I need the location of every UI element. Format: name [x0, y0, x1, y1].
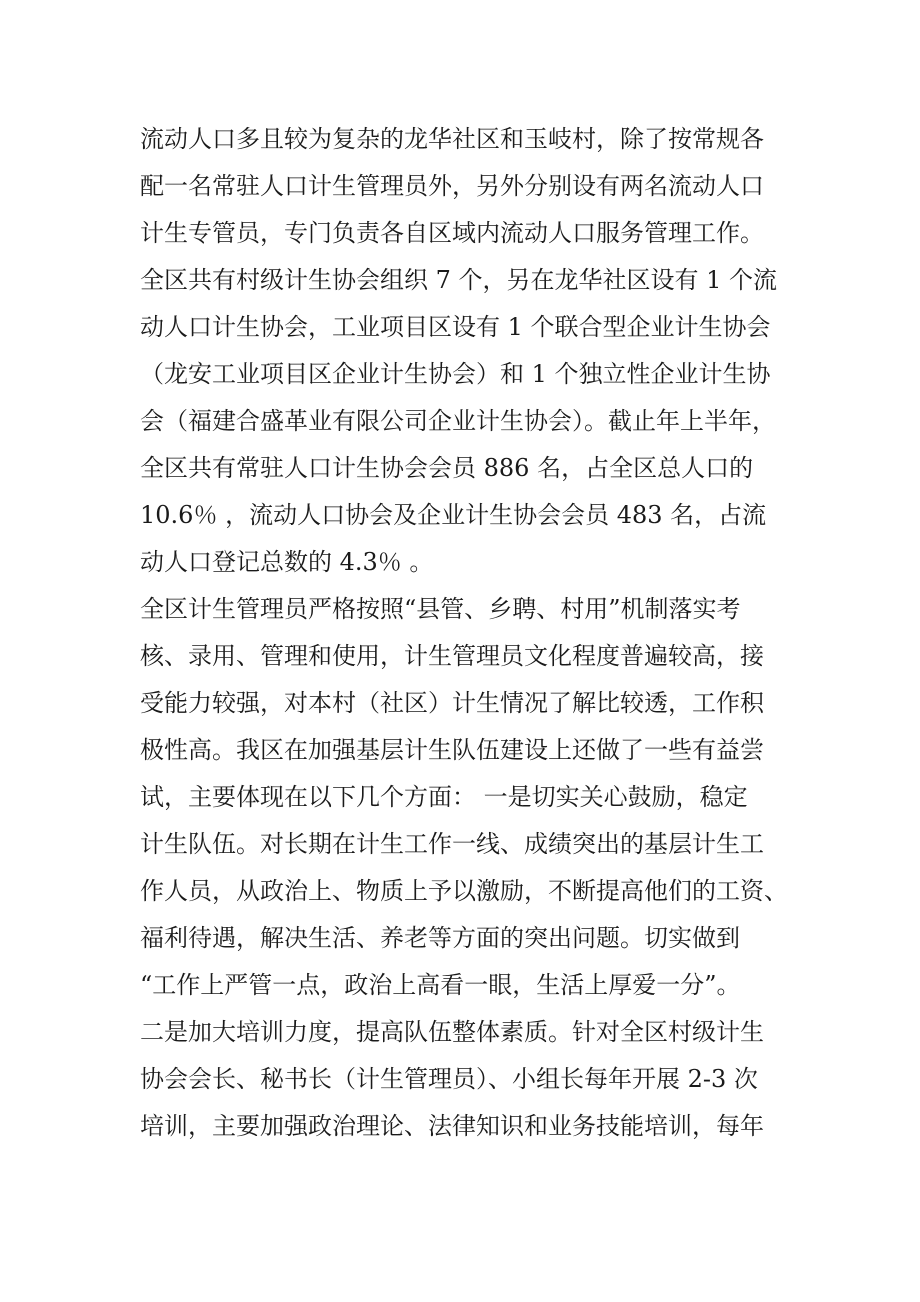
- text-line: 培训，主要加强政治理论、法律知识和业务技能培训，每年: [140, 1112, 764, 1140]
- text-line: 试，主要体现在以下几个方面： 一是切实关心鼓励，稳定: [140, 783, 748, 811]
- text-line: 二是加大培训力度，提高队伍整体素质。针对全区村级计生: [140, 1018, 764, 1046]
- text-line: 极性高。我区在加强基层计生队伍建设上还做了一些有益尝: [140, 736, 764, 764]
- text-line: 全区共有村级计生协会组织 7 个，另在龙华社区设有 1 个流: [140, 266, 778, 294]
- text-line: 全区计生管理员严格按照“县管、乡聘、村用”机制落实考: [140, 595, 741, 623]
- text-line: 协会会长、秘书长（计生管理员）、小组长每年开展 2-3 次: [140, 1065, 758, 1093]
- text-line: 动人口计生协会，工业项目区设有 1 个联合型企业计生协会: [140, 313, 771, 341]
- text-line: 流动人口多且较为复杂的龙华社区和玉岐村，除了按常规各: [140, 125, 764, 153]
- text-line: 计生专管员，专门负责各自区域内流动人口服务管理工作。: [140, 219, 764, 247]
- text-line: 作人员，从政治上、物质上予以激励，不断提高他们的工资、: [140, 877, 788, 905]
- text-line: 受能力较强，对本村（社区）计生情况了解比较透，工作积: [140, 689, 764, 717]
- text-line: 10.6％ ，流动人口协会及企业计生协会会员 483 名，占流: [140, 501, 767, 529]
- text-line: 计生队伍。对长期在计生工作一线、成绩突出的基层计生工: [140, 830, 764, 858]
- text-line: （龙安工业项目区企业计生协会）和 1 个独立性企业计生协: [140, 360, 771, 388]
- body-text: [140, 116, 800, 1150]
- text-line: 配一名常驻人口计生管理员外，另外分别设有两名流动人口: [140, 172, 764, 200]
- text-line: 全区共有常驻人口计生协会会员 886 名，占全区总人口的: [140, 454, 754, 482]
- text-line: 动人口登记总数的 4.3％ 。: [140, 548, 434, 576]
- text-line: “工作上严管一点，政治上高看一眼，生活上厚爱一分”。: [140, 971, 741, 999]
- text-line: 核、录用、管理和使用，计生管理员文化程度普遍较高，接: [140, 642, 764, 670]
- text-line: 福利待遇，解决生活、养老等方面的突出问题。切实做到: [140, 924, 740, 952]
- text-line: 会（福建合盛革业有限公司企业计生协会）。截止年上半年，: [140, 407, 776, 435]
